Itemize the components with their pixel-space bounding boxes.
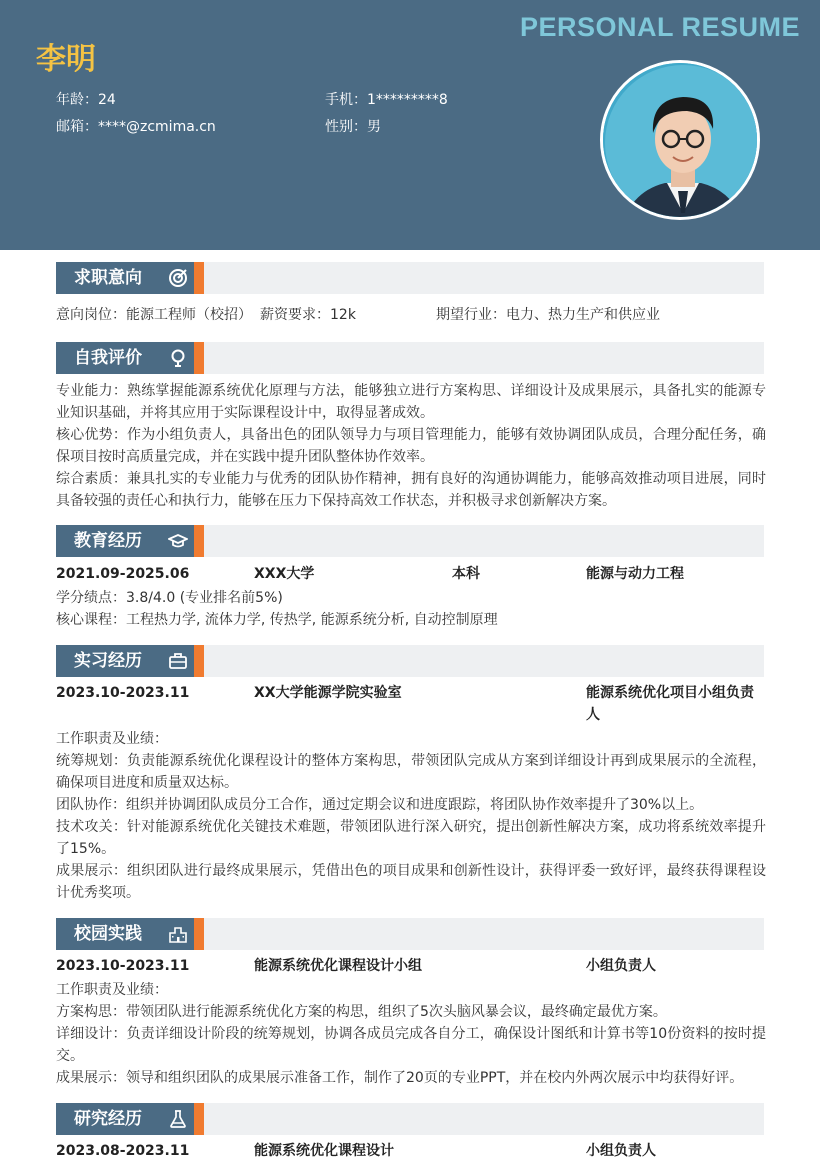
edu-major: 能源与动力工程 bbox=[586, 566, 684, 582]
campus-line: 方案构思：带领团队进行能源系统优化方案的构思，组织了5次头脑风暴会议，最终确定最优方案。 bbox=[56, 1004, 667, 1020]
research-role: 小组负责人 bbox=[586, 1143, 656, 1159]
self-eval-paragraph: 综合素质：兼具扎实的专业能力与优秀的团队协作精神，拥有良好的沟通协调能力，能够高效推动项目进展，同时具备较强的责任心和执行力，能够在压力下保持高效工作状态，并积极寻求创新解决方案。 bbox=[56, 471, 766, 509]
edu-school: XXX大学 bbox=[254, 566, 315, 582]
self-eval-paragraph: 核心优势：作为小组负责人，具备出色的团队领导力与项目管理能力，能够有效协调团队成员，合理分配任务，确保项目按时高质量完成，并在实践中提升团队整体协作效率。 bbox=[56, 427, 766, 465]
section-title: 自我评价 bbox=[56, 342, 194, 374]
section-accent bbox=[194, 342, 204, 374]
resume-header bbox=[0, 0, 820, 250]
edu-courses: 核心课程：工程热力学, 流体力学, 传热学, 能源系统分析, 自动控制原理 bbox=[56, 612, 498, 628]
edu-degree: 本科 bbox=[452, 566, 480, 582]
intern-role: 能源系统优化项目小组负责人 bbox=[586, 685, 754, 723]
section-accent bbox=[194, 525, 204, 557]
section-title: 研究经历 bbox=[56, 1103, 194, 1135]
gender-field: 性别：男 bbox=[325, 119, 381, 135]
intern-line: 团队协作：组织并协调团队成员分工合作，通过定期会议和进度跟踪，将团队协作效率提升了30%以上。 bbox=[56, 797, 704, 813]
section-accent bbox=[194, 1103, 204, 1135]
edu-date: 2021.09-2025.06 bbox=[56, 566, 190, 582]
section-header-self-evaluation bbox=[56, 342, 764, 374]
section-header-campus-practice bbox=[56, 918, 764, 950]
intern-line: 统筹规划：负责能源系统优化课程设计的整体方案构思，带领团队完成从方案到详细设计再到成果展示的全流程，确保项目进度和质量双达标。 bbox=[56, 753, 766, 791]
research-org: 能源系统优化课程设计 bbox=[254, 1143, 394, 1159]
phone-field: 手机：1*********8 bbox=[325, 92, 448, 108]
resume-tag: PERSONAL RESUME bbox=[519, 12, 800, 42]
section-accent bbox=[194, 918, 204, 950]
age-field: 年龄：24 bbox=[56, 92, 116, 108]
intent-industry: 期望行业：电力、热力生产和供应业 bbox=[436, 307, 660, 323]
briefcase-icon bbox=[168, 651, 188, 671]
section-header-research bbox=[56, 1103, 764, 1135]
campus-line: 详细设计：负责详细设计阶段的统筹规划，协调各成员完成各自分工，确保设计图纸和计算书等10份资料的按时提交。 bbox=[56, 1026, 766, 1064]
section-title: 求职意向 bbox=[56, 262, 194, 294]
campus-org: 能源系统优化课程设计小组 bbox=[254, 958, 422, 974]
section-title: 校园实践 bbox=[56, 918, 194, 950]
campus-date: 2023.10-2023.11 bbox=[56, 958, 190, 974]
section-accent bbox=[194, 262, 204, 294]
profile-photo-illustration bbox=[603, 63, 760, 220]
section-header-job-intent bbox=[56, 262, 764, 294]
section-title: 实习经历 bbox=[56, 645, 194, 677]
campus-role: 小组负责人 bbox=[586, 958, 656, 974]
intent-position: 意向岗位：能源工程师（校招） bbox=[56, 307, 252, 323]
campus-line: 成果展示：领导和组织团队的成果展示准备工作，制作了20页的专业PPT，并在校内外两次展示中均获得好评。 bbox=[56, 1070, 744, 1086]
intern-line: 技术攻关：针对能源系统优化关键技术难题，带领团队进行深入研究，提出创新性解决方案，成功将系统效率提升了15%。 bbox=[56, 819, 766, 857]
flask-icon bbox=[168, 1109, 188, 1129]
section-accent bbox=[194, 645, 204, 677]
graduation-cap-icon bbox=[168, 531, 188, 551]
section-header-internship bbox=[56, 645, 764, 677]
campus-line: 工作职责及业绩： bbox=[56, 982, 168, 998]
intern-line: 成果展示：组织团队进行最终成果展示，凭借出色的项目成果和创新性设计，获得评委一致好评，最终获得课程设计优秀奖项。 bbox=[56, 863, 766, 901]
self-eval-paragraph: 专业能力：熟练掌握能源系统优化原理与方法，能够独立进行方案构思、详细设计及成果展示，具备扎实的能源专业知识基础，并将其应用于实际课程设计中，取得显著成效。 bbox=[56, 383, 766, 421]
profile-photo bbox=[600, 60, 760, 220]
building-icon bbox=[168, 924, 188, 944]
intern-line: 工作职责及业绩： bbox=[56, 731, 168, 747]
target-icon bbox=[168, 268, 188, 288]
email-field: 邮箱：****@zcmima.cn bbox=[56, 119, 216, 135]
intern-org: XX大学能源学院实验室 bbox=[254, 685, 402, 701]
lightbulb-icon bbox=[168, 348, 188, 368]
edu-gpa: 学分绩点：3.8/4.0 (专业排名前5%) bbox=[56, 590, 283, 606]
section-header-education bbox=[56, 525, 764, 557]
intern-date: 2023.10-2023.11 bbox=[56, 685, 190, 701]
intent-salary: 薪资要求：12k bbox=[260, 307, 356, 323]
section-title: 教育经历 bbox=[56, 525, 194, 557]
candidate-name: 李明 bbox=[36, 42, 96, 77]
research-date: 2023.08-2023.11 bbox=[56, 1143, 190, 1159]
